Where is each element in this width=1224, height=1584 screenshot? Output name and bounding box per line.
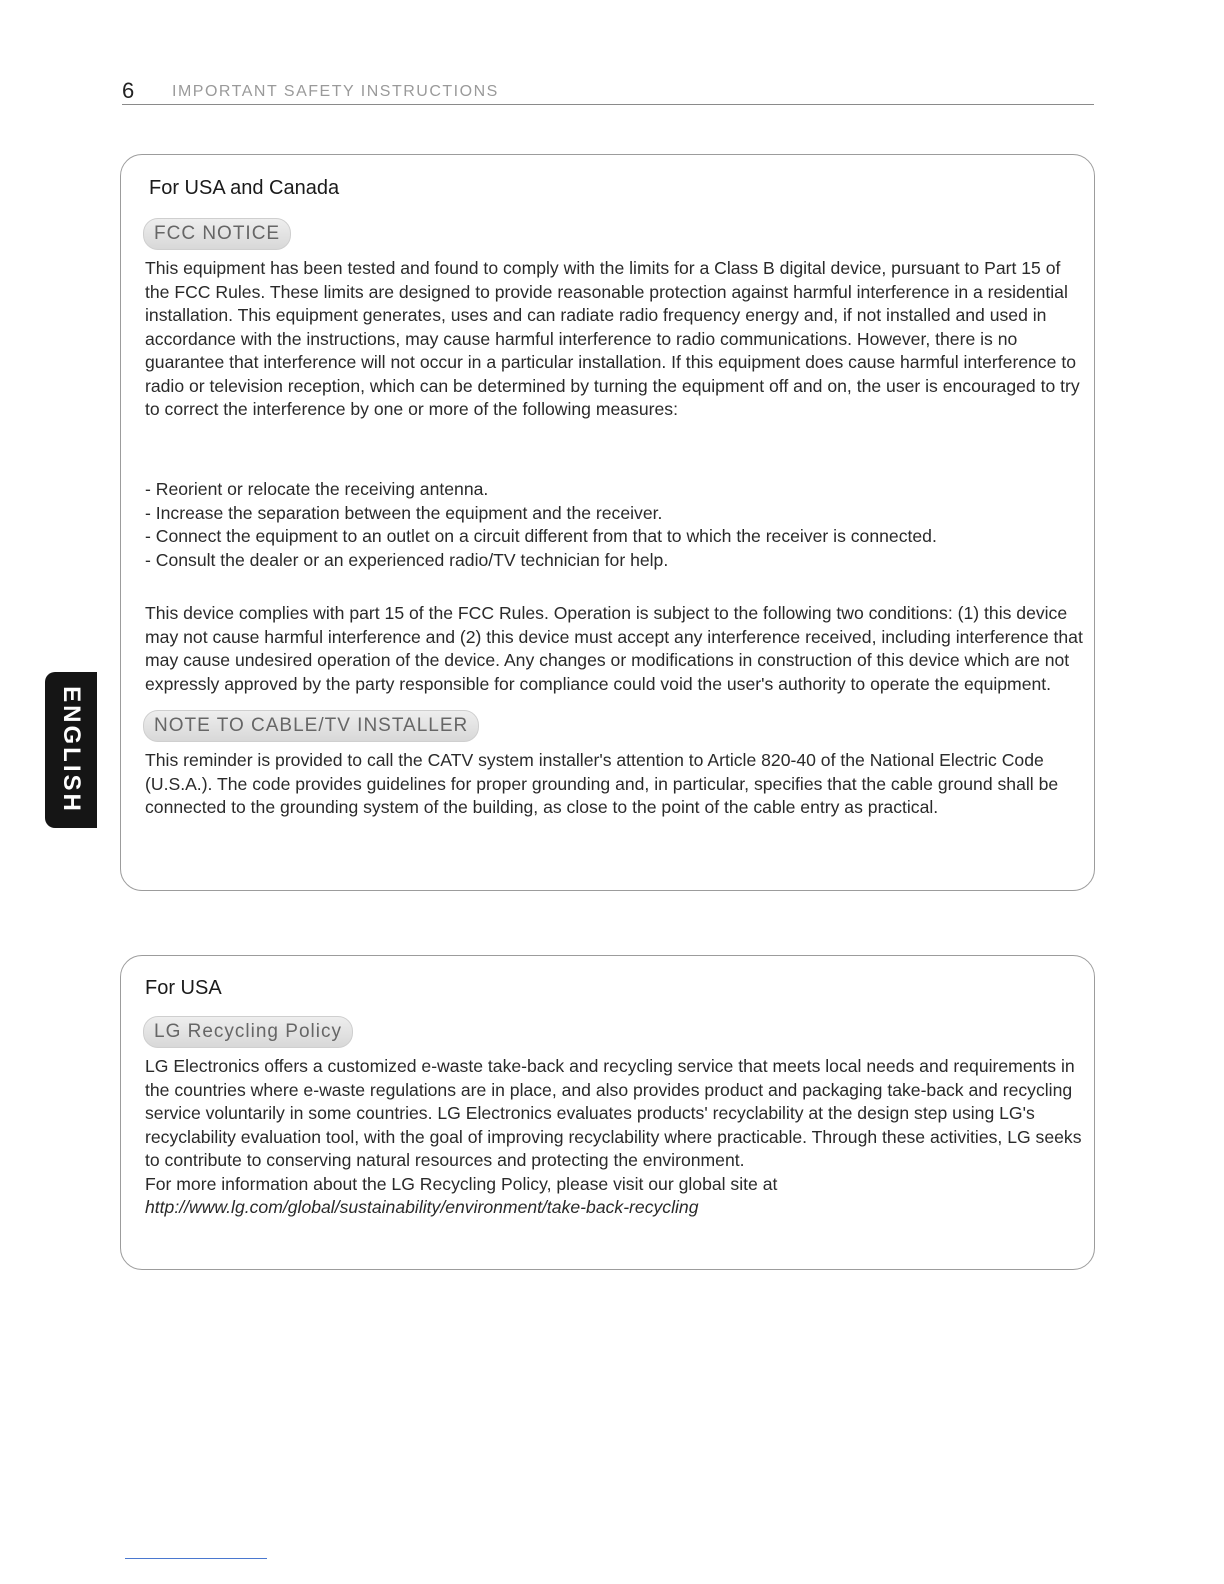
language-side-tab [45, 672, 97, 828]
cable-installer-note-title: NOTE TO CABLE/TV INSTALLER [143, 710, 479, 742]
section-heading-usa-canada: For USA and Canada [149, 177, 340, 199]
usa-canada-section [120, 154, 1095, 891]
recycling-policy-title: LG Recycling Policy [143, 1016, 353, 1048]
language-tab-label: ENGLISH [58, 686, 85, 814]
header-title: IMPORTANT SAFETY INSTRUCTIONS [172, 83, 499, 100]
fcc-notice-title: FCC NOTICE [143, 218, 291, 250]
recycling-policy-body: LG Electronics offers a customized e-waste take-back and recycling service that meets local needs and requirements in the countries where e-waste regulations are in place, and also provides product and packaging take-back and recycling service voluntarily in some countries. LG Electronics evaluates products' recyclability at the design step using LG's recyclability evaluation tool, with the goal of improving recyclability where practicable. Through these activities, LG seeks to contribute to conserving natural resources and protecting the environment. [145, 1056, 1082, 1170]
section-heading-usa: For USA [145, 977, 222, 999]
footer-rule [125, 1558, 267, 1559]
list-item: - Reorient or relocate the receiving antenna. [145, 479, 489, 499]
recycling-policy-text [145, 1055, 1085, 1220]
page-number: 6 [122, 78, 135, 103]
page-header [122, 78, 1094, 105]
list-item: - Increase the separation between the equipment and the receiver. [145, 502, 663, 523]
fcc-compliance-paragraph: This device complies with part 15 of the FCC Rules. Operation is subject to the following two conditions: (1) this device may not cause harmful interference and (2) this device must accept any interference received, including interference that may cause undesired operation of the device. Any changes or modifications in construction of this device which are not expressly approved by the party responsible for compliance could void the user's authority to operate the equipment. [145, 603, 1083, 694]
recycling-more-info: For more information about the LG Recycling Policy, please visit our global site at [145, 1173, 778, 1194]
usa-section [120, 955, 1095, 1270]
list-item: - Connect the equipment to an outlet on a circuit different from that to which the receiver is connected. [145, 526, 937, 546]
cable-installer-note-body: This reminder is provided to call the CATV system installer's attention to Article 820-40 of the National Electric Code (U.S.A.). The code provides guidelines for proper grounding and, in particular, specifies that the cable ground shall be connected to the grounding system of the building, as close to the point of the cable entry as practical. [145, 750, 1059, 817]
fcc-notice-body: This equipment has been tested and found to comply with the limits for a Class B digital device, pursuant to Part 15 of the FCC Rules. These limits are designed to provide reasonable protection against harmful interference in a residential installation. This equipment generates, uses and can radiate radio frequency energy and, if not installed and used in accordance with the instructions, may cause harmful interference to radio communications. However, there is no guarantee that interference will not occur in a particular installation. If this equipment does cause harmful interference to radio or television reception, which can be determined by turning the equipment off and on, the user is encouraged to try to correct the interference by one or more of the following measures: [145, 258, 1080, 419]
list-item: - Consult the dealer or an experienced radio/TV technician for help. [145, 549, 669, 570]
recycling-url-link[interactable]: http://www.lg.com/global/sustainability/environment/take-back-recycling [145, 1197, 699, 1217]
interference-measures-list [145, 478, 1085, 572]
